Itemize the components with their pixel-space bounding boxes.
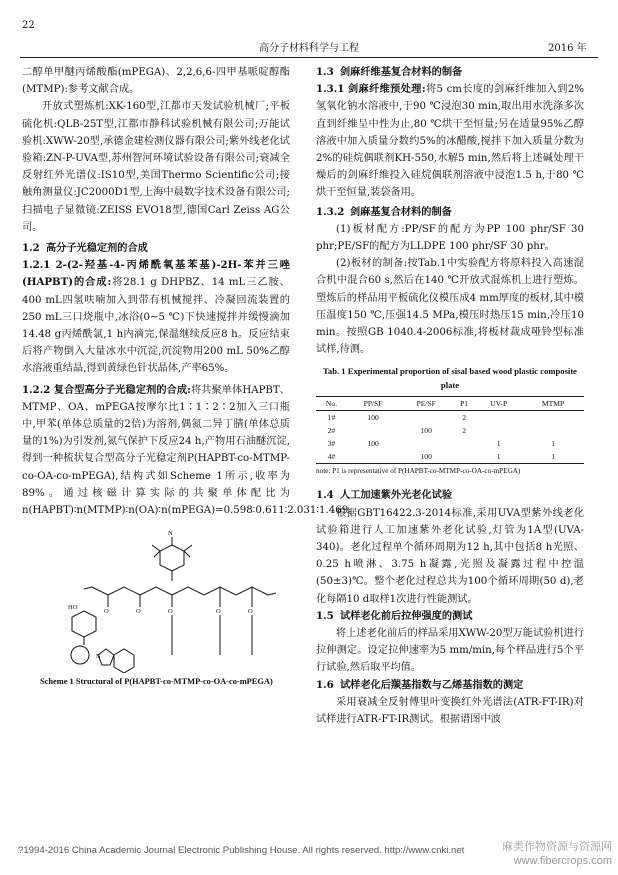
table-cell [453, 450, 475, 464]
table-cell [475, 411, 522, 425]
section-number: 1.2 [22, 242, 40, 255]
section-1-3-1 [316, 81, 584, 201]
table-row [316, 424, 584, 437]
table-cell: 1 [496, 439, 501, 449]
svg-text:O: O [168, 608, 173, 616]
table-row [316, 450, 584, 464]
section-heading-1-5 [316, 608, 584, 625]
preparation-paragraph: (2)板材的制备:按Tab.1中实验配方将原料投入高速混合机中混合60 s,然后在140 ℃开放式混炼机上进行塑炼。塑炼后的样品用平板硫化仪模压成4 mm厚度的板材,其中模压温度150 ℃,压强14.5 MPa,模压时热压15 min,冷压10 min。按照GB 1040.4-2006标准,将板材裁成哑铃型标准试样,待测。 [316, 258, 584, 356]
subsection-title: 剑麻基复合材料的制备 [350, 205, 452, 218]
table-cell: 100 [367, 413, 379, 423]
section-heading-1-3-2 [316, 204, 584, 221]
table-cell [399, 437, 453, 450]
subsection-title: 剑麻纤维预处理: [347, 83, 426, 96]
section-heading-1-4 [316, 487, 584, 504]
section-number: 1.3 [316, 66, 334, 78]
table-1-caption: Tab. 1 Experimental proportion of sisal based wood plastic composite plate [322, 366, 577, 391]
svg-text:N: N [96, 653, 101, 661]
journal-title: 高分子材料科学与工程 [259, 43, 359, 54]
section-heading-1-6 [316, 677, 584, 694]
table-header-row [316, 397, 584, 411]
copyright-footer: ?1994-2016 China Academic Journal Electronic Publishing House. All rights reserved. http://www.cnki.net [18, 845, 465, 856]
subsection-number: 1.2.1 [22, 259, 51, 272]
table-cell: 1 [475, 450, 522, 464]
ftir-paragraph: 采用衰减全反射傅里叶变换红外光谱法(ATR-FT-IR)对试样进行ATR-FT-IR测试。根据谱图中波 [316, 696, 584, 726]
header-rule [20, 57, 598, 58]
table-cell: 100 [367, 439, 379, 449]
site-watermark: 麻类作物资源与资源网 www.fibercrops.com [502, 841, 612, 867]
table-1-note: note: P1 is representative of P(HAPBT-co-MTMP-co-OA-co-mPEGA) [316, 467, 521, 476]
materials-paragraph-end: 二醇单甲醚丙烯酸酯(mPEGA)、2,2,6,6-四甲基哌啶醇酯(MTMP):参考文献合成。 [22, 67, 290, 96]
section-title: 人工加速紫外光老化试验 [340, 489, 453, 502]
svg-text:O: O [136, 608, 141, 616]
subsection-text: 将5 cm长度的剑麻纤维加入到2%氢氧化钠水溶液中,于90 ℃浸泡30 min,取出用水洗涤多次直到纤维呈中性为止,80 ℃烘干至恒量;另在适量95%乙醇溶液中加入质量分数约5%的冰醋酸,搅拌下加入质量分数为2%的硅烷偶联剂KH-550,水解5 min,然后将上述碱处理干燥后的剑麻纤维投入硅烷偶联剂溶液中浸泡1.5 h,于80 ℃烘干至恒量,装袋备用。 [316, 84, 584, 199]
table-cell: 2# [327, 426, 336, 436]
section-1-2-2 [22, 382, 359, 520]
subsection-number: 1.2.2 [22, 383, 51, 396]
section-heading-1-2 [22, 240, 290, 257]
section-title: 试样老化后羰基指数与乙烯基指数的测定 [340, 678, 524, 691]
svg-text:O: O [248, 608, 253, 616]
scheme-1-caption: Scheme 1 Structural of P(HAPBT-co-MTMP-co-OA-co-mPEGA) [40, 677, 273, 687]
page-number: 22 [22, 20, 35, 31]
table-cell: 100 [420, 426, 432, 436]
table-cell: 1# [327, 413, 336, 423]
section-number: 1.6 [316, 678, 334, 691]
section-title: 剑麻纤维基复合材料的制备 [340, 66, 463, 78]
table-cell [522, 424, 584, 437]
subsection-number: 1.3.2 [316, 205, 345, 218]
table-cell [453, 437, 475, 450]
right-column [316, 64, 584, 728]
table-1 [316, 396, 584, 464]
instruments-paragraph: 开放式塑炼机:XK-160型,江都市天发试验机械厂;平板硫化机:QLB-25T型,江都市静科试验机械有限公司;万能试验机:XWW-20型,承德金建检测仪器有限公司;紫外线老化试验箱:ZN-P-UVA型,苏州智河环境试验设备有限公司;衰减全反射红外光谱仪:IS10型,美国Thermo Scientific公司;接触角测量仪:JC2000D1型,上海中晨数字技术设备有限公司;扫描电子显微镜:ZEISS EVO18型,德国Carl Zeiss AG公司。 [22, 101, 290, 233]
table-row [316, 411, 584, 425]
tensile-test-paragraph: 将上述老化前后的样品采用XWW-20型万能试验机进行拉伸测定。设定拉伸速率为5 mm/min,每个样品进行5个平行试验,然后取平均值。 [316, 628, 584, 674]
uv-aging-paragraph: 根据GBT16422.3-2014标准,采用UVA型紫外线老化试验箱进行人工加速紫外老化试验,灯管为1A型(UVA-340)。老化过程单个循环周期为12 h,其中包括8 h光照、0.25 h喷淋、3.75 h凝露,光照及凝露过程中控温(50±3)℃。整个老化过程总共为100个循环周期(50 d),老化每隔10 d取样1次进行性能测试。 [316, 507, 584, 605]
subsection-title: 复合型高分子光稳定剂的合成: [53, 383, 191, 396]
table-cell: 1 [522, 450, 584, 464]
formula-paragraph: (1)板材配方:PP/SF的配方为PP 100 phr/SF 30 phr;PE/SF的配方为LLDPE 100 phr/SF 30 phr。 [316, 223, 584, 253]
svg-text:N: N [168, 530, 173, 538]
table-header-cell: PP/SF [347, 397, 400, 411]
section-title: 试样老化前后拉伸强度的测试 [340, 609, 473, 622]
table-cell [522, 411, 584, 425]
section-number: 1.5 [316, 609, 334, 622]
journal-year: 2016 年 [548, 43, 587, 54]
table-cell: 100 [399, 450, 453, 464]
svg-text:HO: HO [68, 604, 78, 612]
table-header-cell: MTMP [522, 397, 584, 411]
table-cell [399, 411, 453, 425]
table-header-cell: UV-P [475, 397, 522, 411]
svg-text:O: O [104, 608, 109, 616]
table-row [316, 437, 584, 450]
table-header-cell: PE/SF [399, 397, 453, 411]
subsection-title: 2-(2-羟基-4-丙烯酰氧基苯基)-2H-苯并三唑(HAPBT)的合成: [22, 259, 290, 289]
section-heading-1-3 [316, 64, 584, 81]
table-cell [347, 450, 400, 464]
table-cell: 2 [462, 413, 466, 423]
table-cell: 4# [316, 450, 347, 464]
subsection-text: 将共聚单体HAPBT、MTMP、OA、mPEGA按摩尔比1∶1∶2∶2加入三口瓶中,甲苯(单体总质量的2倍)为溶剂,偶氮二异丁腈(单体总质量的1%)为引发剂,氮气保护下反应24 h,产物用石油醚沉淀,得到一种梳状复合型高分子光稳定剂P(HAPBT-co-MTMP-co-OA-co-mPEGA),结构式如Scheme 1所示,收率为89%。通过核磁计算实际的共聚单体配比为n(HAPBT)∶n(MTMP)∶n(OA)∶n(mPEGA)=0.598∶0.611∶2.031∶1.469。 [22, 384, 359, 517]
section-1-2-1 [22, 257, 290, 377]
table-cell: 1 [551, 439, 555, 449]
section-title: 高分子光稳定剂的合成 [46, 242, 148, 255]
table-header-cell: P1 [453, 397, 475, 411]
svg-text:O: O [216, 608, 221, 616]
table-cell: 2 [462, 426, 466, 436]
section-number: 1.4 [316, 489, 334, 502]
scheme-1-structure-figure [22, 523, 290, 673]
subsection-number: 1.3.1 [316, 83, 345, 96]
table-header-cell: No. [316, 397, 347, 411]
table-cell: 3# [327, 439, 336, 449]
subsection-text: 将28.1 g DHPBZ、14 mL三乙胺、400 mL四氢呋喃加入到带有机械搅拌、冷凝回流装置的250 mL三口烧瓶中,冰浴(0~5 ℃)下快速搅拌并缓慢滴加14.48 g丙烯酰氯,1 h内滴完,保温继续反应8 h。反应结束后将产物倒入大量冰水中沉淀,沉淀物用200 mL 50%乙醇水溶液重结晶,得到黄绿色针状晶体,产率65%。 [22, 277, 290, 375]
table-cell [347, 424, 400, 437]
table-cell [475, 424, 522, 437]
